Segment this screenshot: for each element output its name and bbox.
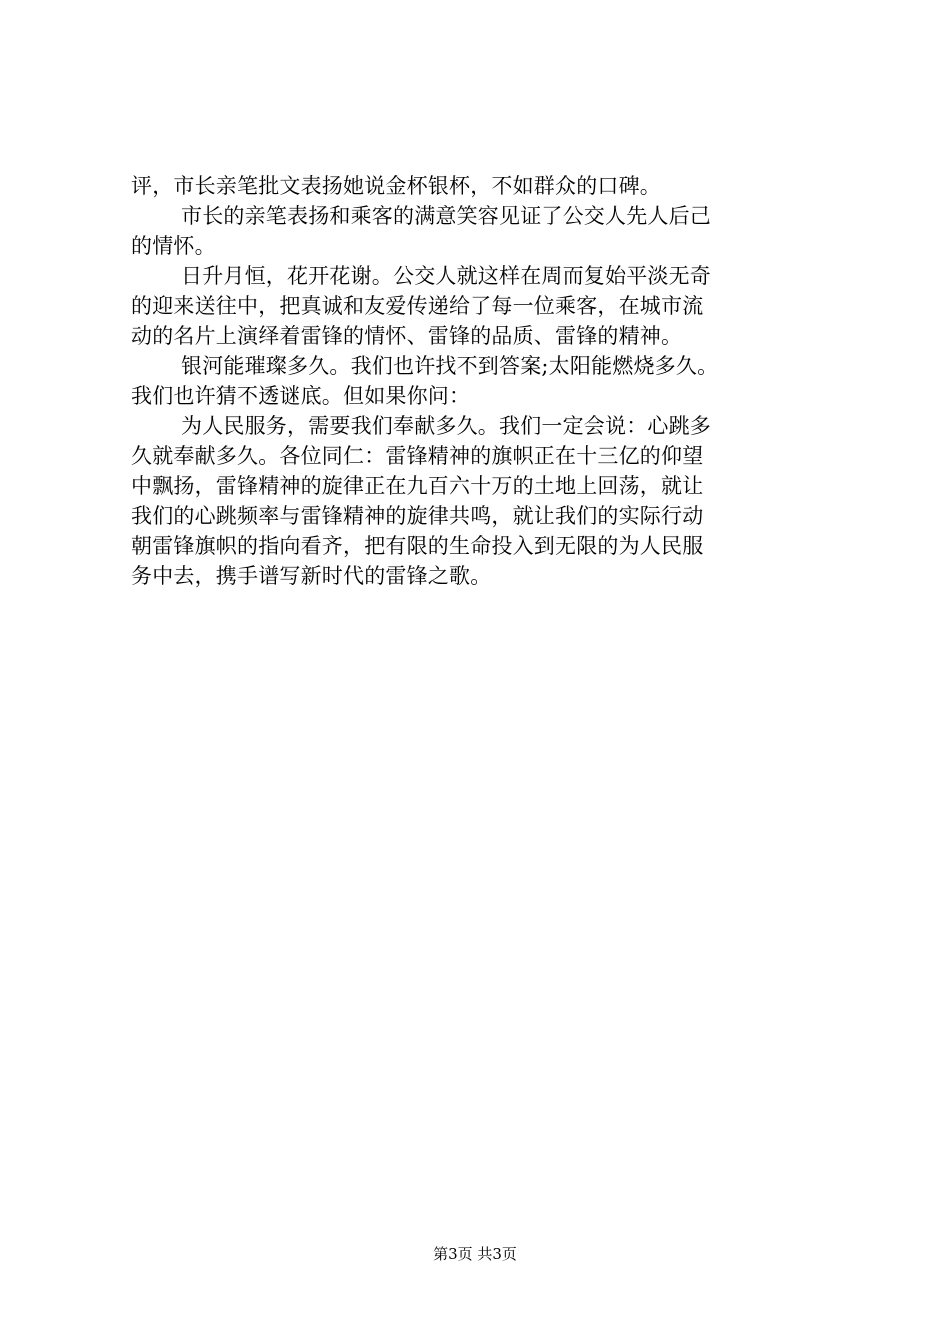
text-line: 我们的心跳频率与雷锋精神的旋律共鸣，就让我们的实际行动 [131,504,704,528]
paragraph-first-line: 银河能璀璨多久。我们也许找不到答案;太阳能燃烧多久。 [181,354,719,378]
paragraph-first-line: 为人民服务，需要我们奉献多久。我们一定会说：心跳多 [181,414,711,438]
text-line: 中飘扬，雷锋精神的旋律正在九百六十万的土地上回荡，就让 [131,474,704,498]
text-line: 朝雷锋旗帜的指向看齐，把有限的生命投入到无限的为人民服 [131,534,704,558]
text-line: 我们也许猜不透谜底。但如果你问： [131,384,471,408]
text-line: 的迎来送往中，把真诚和友爱传递给了每一位乘客，在城市流 [131,294,704,318]
text-line: 动的名片上演绎着雷锋的情怀、雷锋的品质、雷锋的精神。 [131,324,683,348]
text-line: 务中去，携手谱写新时代的雷锋之歌。 [131,564,492,588]
paragraph-first-line: 日升月恒，花开花谢。公交人就这样在周而复始平淡无奇 [181,264,711,288]
text-line: 久就奉献多久。各位同仁：雷锋精神的旗帜正在十三亿的仰望 [131,444,704,468]
paragraph-first-line: 市长的亲笔表扬和乘客的满意笑容见证了公交人先人后己 [181,204,711,228]
text-line: 评，市长亲笔批文表扬她说金杯银杯，不如群众的口碑。 [131,174,661,198]
document-body [131,171,831,591]
text-line: 的情怀。 [131,234,216,258]
page-number-footer: 第3页 共3页 [433,1245,517,1263]
